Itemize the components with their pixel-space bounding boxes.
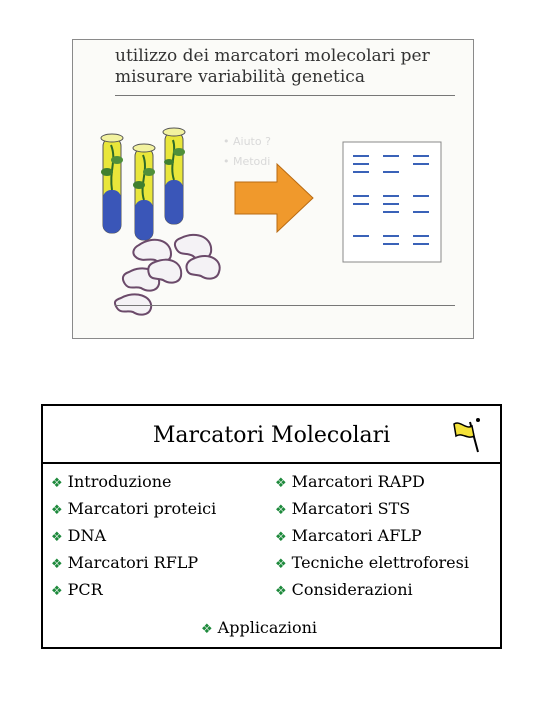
- menu-column-right: [275, 468, 469, 603]
- menu-item-marcatori-rapd[interactable]: [275, 468, 469, 495]
- menu-item-dna[interactable]: [51, 522, 216, 549]
- menu-item-label: Tecniche elettroforesi: [291, 553, 469, 572]
- diamond-bullet-icon: ❖: [275, 476, 287, 491]
- diamond-bullet-icon: ❖: [51, 503, 63, 518]
- diamond-bullet-icon: ❖: [201, 622, 213, 637]
- menu-item-label: Marcatori STS: [291, 499, 411, 518]
- illustration-slide: [72, 39, 474, 339]
- menu-item-introduzione[interactable]: [51, 468, 216, 495]
- slide-title-line-2: misurare variabilità genetica: [115, 67, 365, 87]
- menu-column-left: [51, 468, 216, 603]
- menu-item-label: PCR: [67, 580, 103, 599]
- diamond-bullet-icon: ❖: [275, 557, 287, 572]
- diamond-bullet-icon: ❖: [275, 530, 287, 545]
- test-tube-icon: [133, 144, 155, 240]
- test-tube-icon: [101, 134, 123, 233]
- menu-item-marcatori-aflp[interactable]: [275, 522, 469, 549]
- bean-seeds-icon: [115, 235, 220, 315]
- arrow-right-icon: [235, 164, 313, 232]
- menu-item-label: DNA: [67, 526, 107, 545]
- menu-item-tecniche-elettroforesi[interactable]: [275, 549, 469, 576]
- menu-item-label: Applicazioni: [217, 618, 318, 637]
- slide-rule-bottom: [115, 305, 455, 306]
- menu-item-marcatori-proteici[interactable]: [51, 495, 216, 522]
- menu-item-label: Marcatori proteici: [67, 499, 217, 518]
- menu-item-marcatori-sts[interactable]: [275, 495, 469, 522]
- menu-item-pcr[interactable]: [51, 576, 216, 603]
- gel-bands-icon: [343, 142, 441, 262]
- diamond-bullet-icon: ❖: [51, 584, 63, 599]
- menu-item-considerazioni[interactable]: [275, 576, 469, 603]
- faded-text-line-1: • Aiuto ?: [223, 135, 271, 148]
- menu-divider: [43, 462, 500, 464]
- diamond-bullet-icon: ❖: [275, 503, 287, 518]
- diamond-bullet-icon: ❖: [51, 476, 63, 491]
- diamond-bullet-icon: ❖: [275, 584, 287, 599]
- menu-item-applicazioni[interactable]: [201, 614, 317, 641]
- diamond-bullet-icon: ❖: [51, 530, 63, 545]
- slide-title-line-1: utilizzo dei marcatori molecolari per: [115, 46, 430, 66]
- menu-item-label: Marcatori RAPD: [291, 472, 425, 491]
- menu-item-label: Considerazioni: [291, 580, 413, 599]
- test-tube-icon: [163, 128, 185, 224]
- navigation-menu: [41, 404, 502, 649]
- menu-item-label: Marcatori RFLP: [67, 553, 199, 572]
- menu-title: Marcatori Molecolari: [152, 423, 391, 448]
- illustration-graphic: [73, 40, 474, 339]
- menu-item-label: Introduzione: [67, 472, 172, 491]
- menu-item-marcatori-rflp[interactable]: [51, 549, 216, 576]
- flag-icon: [448, 414, 488, 454]
- diamond-bullet-icon: ❖: [51, 557, 63, 572]
- faded-text-line-2: • Metodi: [223, 155, 271, 168]
- menu-item-label: Marcatori AFLP: [291, 526, 422, 545]
